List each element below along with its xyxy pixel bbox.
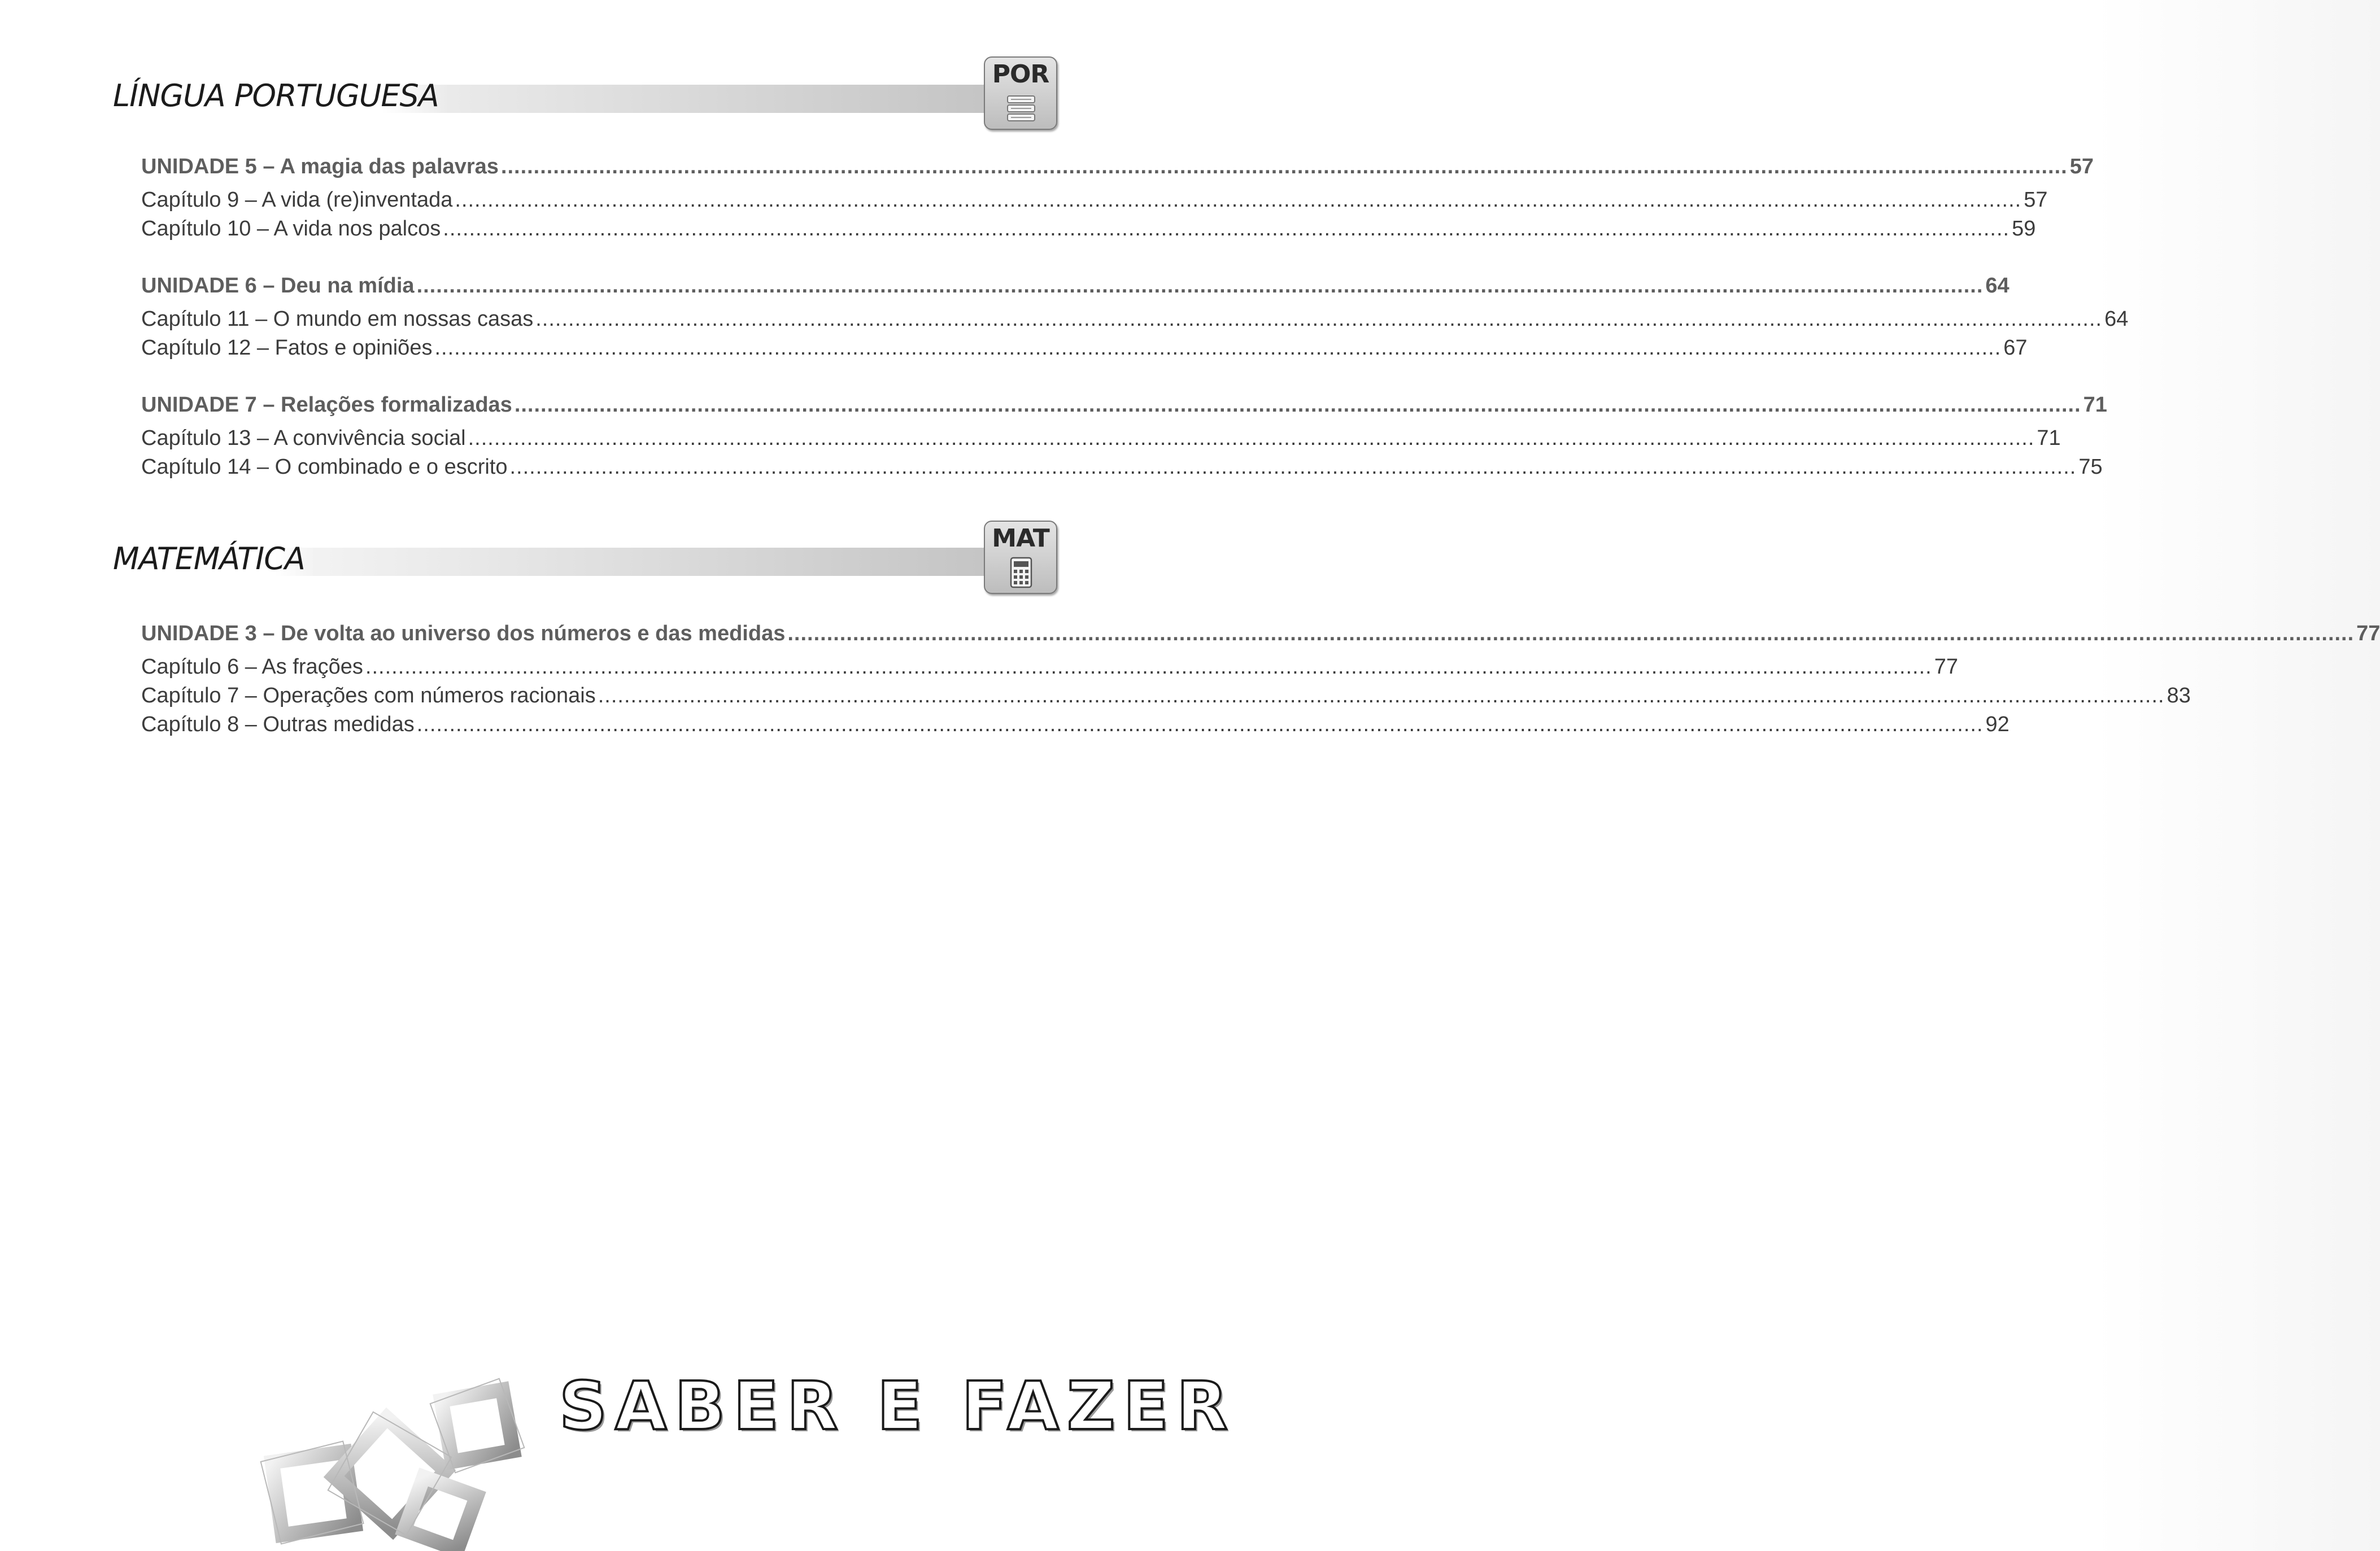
leader-dots [455,186,2021,215]
section-title: MATEMÁTICA [113,541,315,576]
toc-unit[interactable] [141,619,2380,648]
leader-dots [501,152,2068,181]
toc-label: Capítulo 9 – A vida (re)inventada [141,188,453,212]
badge-label: MAT [992,524,1049,553]
leader-dots [598,681,2165,710]
leader-dots [417,710,1984,739]
toc-page: 59 [2012,217,2036,241]
toc-label: UNIDADE 3 – De volta ao universo dos números e das medidas [141,622,786,645]
toc-label: UNIDADE 6 – Deu na mídia [141,274,415,298]
toc-label: Capítulo 14 – O combinado e o escrito [141,455,508,479]
leader-dots [468,424,2035,453]
toc-chapter[interactable] [141,186,2048,215]
leader-dots [510,453,2077,482]
toc-chapter[interactable] [141,653,1959,681]
toc-page: 71 [2037,426,2061,450]
toc-chapter[interactable] [141,305,2129,334]
toc-unit[interactable] [141,272,2010,300]
toc-chapter[interactable] [141,681,2191,710]
toc-unit[interactable] [141,152,2094,181]
leader-dots [417,272,1984,300]
brand-logo-text: SABER E FAZER [559,1367,1236,1445]
toc-page: 77 [2356,622,2380,645]
badge-label: POR [992,60,1049,89]
toc-page: 92 [1985,713,2010,736]
toc-chapter[interactable] [141,215,2036,243]
books-icon [1005,93,1037,124]
toc-label: UNIDADE 7 – Relações formalizadas [141,393,512,417]
toc-page: 64 [1985,274,2010,298]
toc-page: 67 [2003,336,2028,360]
toc-page: 75 [2078,455,2103,479]
calculator-icon [1005,557,1037,588]
toc-matematica [141,619,2380,739]
section-title: LÍNGUA PORTUGUESA [113,78,449,113]
overlapping-squares-logo [265,1372,559,1551]
toc-unit[interactable] [141,391,2107,420]
subject-badge-por [984,56,1057,130]
toc-chapter[interactable] [141,334,2028,362]
toc-chapter[interactable] [141,710,2010,739]
toc-label: Capítulo 13 – A convivência social [141,426,466,450]
toc-portugues [141,152,2129,482]
toc-label: Capítulo 6 – As frações [141,655,363,679]
toc-page: 83 [2167,684,2191,707]
leader-dots [515,391,2081,420]
toc-chapter[interactable] [141,424,2061,453]
leader-dots [787,619,2354,648]
subject-badge-mat [984,521,1057,594]
toc-page: 57 [2069,155,2094,178]
leader-dots [535,305,2102,334]
toc-label: Capítulo 7 – Operações com números racionais [141,684,596,707]
leader-dots [434,334,2001,362]
toc-page: 71 [2083,393,2107,417]
toc-label: Capítulo 11 – O mundo em nossas casas [141,307,534,331]
toc-page: 64 [2104,307,2129,331]
leader-dots [443,215,2010,243]
toc-label: Capítulo 12 – Fatos e opiniões [141,336,433,360]
toc-label: Capítulo 10 – A vida nos palcos [141,217,441,241]
toc-label: Capítulo 8 – Outras medidas [141,713,415,736]
leader-dots [365,653,1932,681]
toc-chapter[interactable] [141,453,2103,482]
toc-page: 77 [1934,655,1959,679]
toc-label: UNIDADE 5 – A magia das palavras [141,155,499,178]
toc-page: 57 [2024,188,2048,212]
